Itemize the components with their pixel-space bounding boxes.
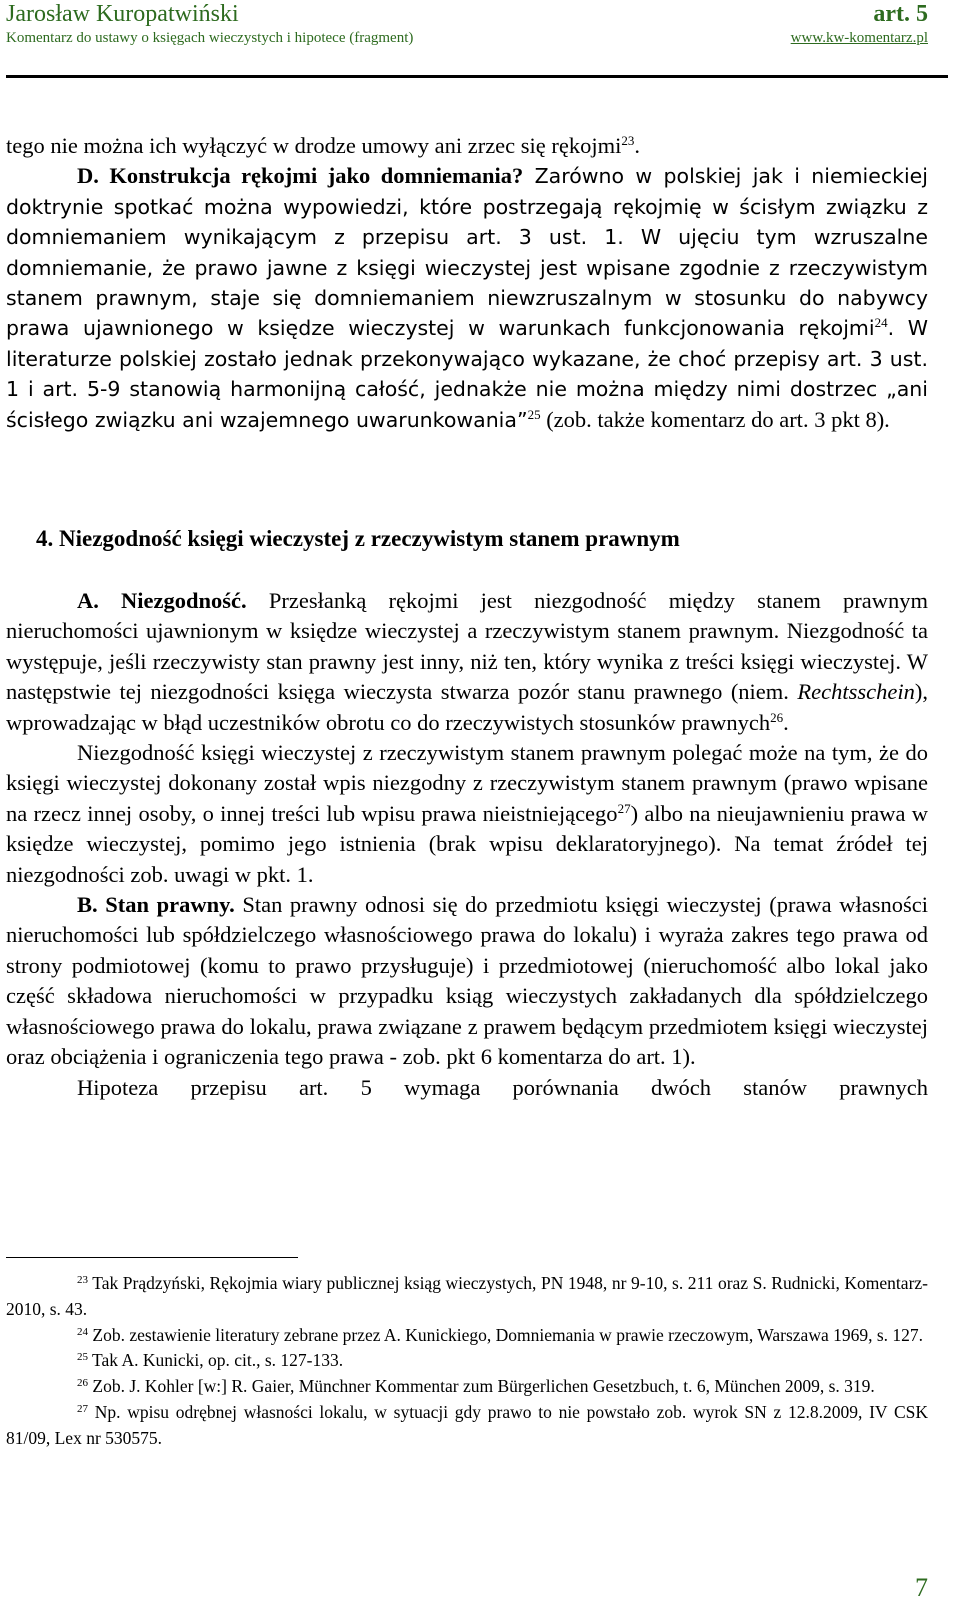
footnote [6,1271,928,1323]
text-span: W ujęciu tym wzruszalne domniemanie, że prawo jawne z księgi wieczystej jest wpisane zgodnie z rzeczywistym stanem prawnym, staje się domniemaniem niewzruszalnym w stosunku do nabywcy prawa ujawnionego w księdze wieczystej w warunkach funkcjonowania rękojmi [6,225,928,341]
footnote-text: Tak Prądzyński, Rękojmia wiary publicznej ksiąg wieczystych, PN 1948, nr 9-10, s. 211 oraz S. Rudnicki, Komentarz-2010, s. 43. [6,1273,928,1319]
text-span: Hipoteza przepisu art. 5 wymaga porównania dwóch stanów prawnych [77,1074,928,1100]
text-span: ), wprowadzając w błąd uczestników obrotu co do rzeczywistych stosunków prawnych [6,679,928,735]
footnote [6,1374,928,1400]
text-span: Niezgodność księgi wieczystej z rzeczywistym stanem prawnym polegać może na tym, że do księgi wieczystej dokonany został wpis niezgodny z rzeczywistym stanem prawnym (prawo wpisane na rzecz innej osoby, o innej treści lub wpisu prawa nieistniejącego [6,740,928,826]
footnote [6,1323,928,1349]
website-link[interactable]: www.kw-komentarz.pl [790,30,928,46]
italic-term: Rechtsschein [797,679,915,705]
body-upper [6,131,928,435]
footnote-ref[interactable]: 26 [770,709,784,725]
footnote [6,1348,928,1374]
footnote-number: 27 [77,1402,88,1415]
footnote-text: Tak A. Kunicki, op. cit., s. 127-133. [88,1350,344,1371]
body-lower [6,586,928,1103]
footnote-ref[interactable]: 27 [617,800,631,816]
footnote-number: 25 [77,1351,88,1364]
page-number: 7 [915,1573,928,1602]
footnote-ref[interactable]: 25 [527,406,541,422]
footnote-ref[interactable]: 24 [874,315,888,331]
text-span: (zob. także komentarz do art. 3 pkt 8). [540,406,890,432]
paragraph-lead: D. Konstrukcja rękojmi jako domniemania? [77,163,524,189]
author-name: Jarosław Kuropatwiński [6,1,239,27]
paragraph-lead: A. Niezgodność. [77,588,247,613]
footnotes [6,1271,928,1452]
text-span: . [783,709,789,735]
footnote-divider [6,1257,298,1258]
text-span: Przesłanką rękojmi jest niezgodność między stanem prawnym nieruchomości ujawnionym w księdze wieczystej a rzeczywistym stanem prawnym. Niezgodność ta występuje, jeśli rzeczywisty stan prawny jest inny, niż ten, który wynika z treści księgi wieczystej. W następstwie tej niezgodności księga wieczysta stwarza pozór stanu prawnego (niem. [6,588,928,705]
header-divider [6,75,948,78]
paragraph-construction [6,161,928,435]
text-span: . [634,133,641,158]
paragraph-lead: B. Stan prawny. [77,892,235,918]
footnote-text: Zob. zestawienie literatury zebrane przez A. Kunickiego, Domniemania w prawie rzeczowym, Warszawa 1969, s. 127. [88,1324,924,1345]
section-heading: 4. Niezgodność księgi wieczystej z rzeczywistym stanem prawnym [36,526,680,551]
text-span: . W literaturze polskiej zostało jednak przekonywająco wykazane, że choć przepisy art. 3 ust. 1 i art. 5-9 stanowią harmonijną całość, jednakże nie można między nimi dostrzec „ani ścisłego związku ani wzajemnego uwarunkowania” [6,316,928,432]
document-subtitle: Komentarz do ustawy o księgach wieczystych i hipotece (fragment) [6,30,414,46]
paragraph-stan-prawny [6,890,928,1072]
footnote-number: 24 [77,1325,88,1338]
footnote-text: Zob. J. Kohler [w:] R. Gaier, Münchner Kommentar zum Bürgerlichen Gesetzbuch, t. 6, München 2009, s. 319. [88,1376,875,1397]
text-span: ) albo na nieujawnieniu prawa w księdze wieczystej, pomimo jego istnienia (brak wpisu deklaratoryjnego). Na temat źródeł tej niezgodności zob. uwagi w pkt. 1. [6,800,928,887]
text-span: Stan prawny odnosi się do przedmiotu księgi wieczystej (prawa własności nieruchomości lub spółdzielczego własnościowego prawa do lokalu) i wyraża zakres tego prawa od strony podmiotowej (komu to prawo przysługuje) i przedmiotowej (nieruchomość albo lokal jako część składowa nieruchomości w przypadku ksiąg wieczystych zakładanych dla spółdzielczego własnościowego prawa do lokalu, prawa związane z prawem będącym przedmiotem księgi wieczystej oraz obciążenia i ograniczenia tego prawa - zob. pkt 6 komentarza do art. 1). [6,892,928,1070]
footnote [6,1400,928,1452]
paragraph-continuation [6,131,928,161]
footnote-number: 26 [77,1377,88,1390]
paragraph-niezgodnosc [6,586,928,738]
paragraph-niezgodnosc-2 [6,738,928,890]
text-span: Zarówno w polskiej jak i niemieckiej doktrynie spotkać można wypowiedzi, które postrzegają rękojmię w ścisłym związku z domniemaniem wynikającym z przepisu art. 3 ust. 1. [6,164,928,250]
footnote-text: Np. wpisu odrębnej własności lokalu, w sytuacji gdy prawo to nie powstało zob. wyrok SN z 12.8.2009, IV CSK 81/09, Lex nr 530575. [6,1401,928,1448]
paragraph-hipoteza [6,1073,928,1103]
footnote-number: 23 [77,1274,88,1286]
footnote-ref[interactable]: 23 [621,133,635,148]
article-label: art. 5 [873,1,928,27]
text-span: tego nie można ich wyłączyć w drodze umowy ani zrzec się rękojmi [6,133,622,158]
